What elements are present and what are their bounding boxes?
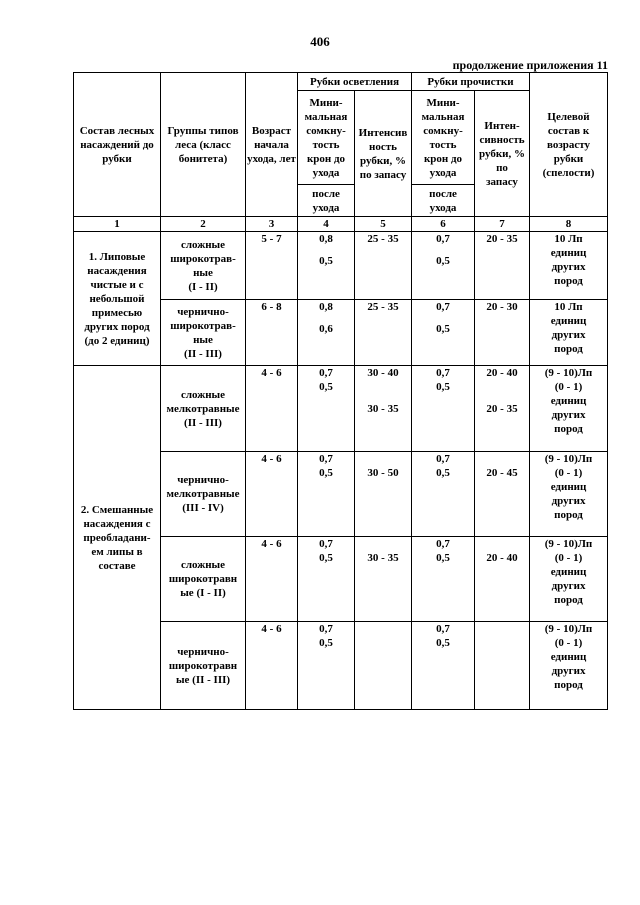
intensity-proch: 20 - 35 — [475, 232, 530, 300]
closeness-proch: 0,7 0,5 — [412, 300, 475, 366]
page-number: 406 — [310, 34, 330, 49]
start-age: 4 - 6 — [246, 366, 298, 452]
start-age: 4 - 6 — [246, 452, 298, 537]
header-forest-types: Группы типов леса (класс бонитета) — [161, 73, 246, 217]
closeness-osv: 0,7 0,5 — [298, 537, 355, 622]
header-intensity-osv: Интенсив ность рубки, % по запасу — [355, 91, 412, 217]
col-number: 4 — [298, 217, 355, 232]
closeness-proch: 0,7 0,5 — [412, 622, 475, 710]
header-target-composition: Целевой состав к возрасту рубки (спелости) — [530, 73, 608, 217]
col-number: 1 — [74, 217, 161, 232]
group2-label: 2. Смешанные насаждения с преобладани- ем липы в составе — [74, 366, 161, 710]
header-min-closeness-osv: Мини- мальная сомкну- тость крон до ухода — [298, 91, 355, 185]
target-composition: (9 - 10)Лп (0 - 1) единиц других пород — [530, 537, 608, 622]
header-min-closeness-proch: Мини- мальная сомкну- тость крон до ухода — [412, 91, 475, 185]
header-intensity-proch: Интен- сивность рубки, % по запасу — [475, 91, 530, 217]
col-number: 8 — [530, 217, 608, 232]
closeness-proch: 0,7 0,5 — [412, 452, 475, 537]
intensity-osv: 30 - 35 — [355, 537, 412, 622]
column-number-row — [74, 217, 608, 232]
intensity-proch: 20 - 40 20 - 35 — [475, 366, 530, 452]
forest-type: чернично- широкотрав- ные (II - III) — [161, 300, 246, 366]
table-row — [74, 366, 608, 452]
header-composition: Состав лесных насаждений до рубки — [74, 73, 161, 217]
forest-type: чернично- широкотравн ые (II - III) — [161, 622, 246, 710]
intensity-osv: 25 - 35 — [355, 232, 412, 300]
start-age: 5 - 7 — [246, 232, 298, 300]
forest-type: сложные широкотравн ые (I - II) — [161, 537, 246, 622]
header-group-osvetleniya: Рубки осветления — [298, 73, 412, 91]
intensity-osv: 30 - 40 30 - 35 — [355, 366, 412, 452]
closeness-osv: 0,7 0,5 — [298, 452, 355, 537]
start-age: 4 - 6 — [246, 537, 298, 622]
intensity-proch: 20 - 40 — [475, 537, 530, 622]
start-age: 4 - 6 — [246, 622, 298, 710]
closeness-proch: 0,7 0,5 — [412, 232, 475, 300]
intensity-proch — [475, 622, 530, 710]
intensity-osv: 25 - 35 — [355, 300, 412, 366]
intensity-osv: 30 - 50 — [355, 452, 412, 537]
intensity-osv — [355, 622, 412, 710]
closeness-osv: 0,7 0,5 — [298, 366, 355, 452]
continuation-note: продолжение приложения 11 — [452, 58, 608, 72]
forestry-table — [73, 72, 608, 710]
closeness-proch: 0,7 0,5 — [412, 537, 475, 622]
group1-label: 1. Липовые насаждения чистые и с небольшой примесью других пород (до 2 единиц) — [74, 232, 161, 366]
start-age: 6 - 8 — [246, 300, 298, 366]
target-composition: (9 - 10)Лп (0 - 1) единиц других пород — [530, 452, 608, 537]
closeness-osv: 0,7 0,5 — [298, 622, 355, 710]
target-composition: 10 Лп единиц других пород — [530, 232, 608, 300]
col-number: 6 — [412, 217, 475, 232]
table-row — [74, 232, 608, 300]
forest-type: сложные широкотрав- ные (I - II) — [161, 232, 246, 300]
closeness-proch: 0,7 0,5 — [412, 366, 475, 452]
col-number: 5 — [355, 217, 412, 232]
forest-type: чернично- мелкотравные (III - IV) — [161, 452, 246, 537]
forest-type: сложные мелкотравные (II - III) — [161, 366, 246, 452]
header-start-age: Возраст начала ухода, лет — [246, 73, 298, 217]
header-after-care-proch: после ухода — [412, 185, 475, 217]
target-composition: (9 - 10)Лп (0 - 1) единиц других пород — [530, 366, 608, 452]
intensity-proch: 20 - 45 — [475, 452, 530, 537]
col-number: 2 — [161, 217, 246, 232]
header-after-care-osv: после ухода — [298, 185, 355, 217]
intensity-proch: 20 - 30 — [475, 300, 530, 366]
closeness-osv: 0,8 0,5 — [298, 232, 355, 300]
target-composition: (9 - 10)Лп (0 - 1) единиц других пород — [530, 622, 608, 710]
header-group-prochistki: Рубки прочистки — [412, 73, 530, 91]
target-composition: 10 Лп единиц других пород — [530, 300, 608, 366]
col-number: 7 — [475, 217, 530, 232]
col-number: 3 — [246, 217, 298, 232]
closeness-osv: 0,8 0,6 — [298, 300, 355, 366]
